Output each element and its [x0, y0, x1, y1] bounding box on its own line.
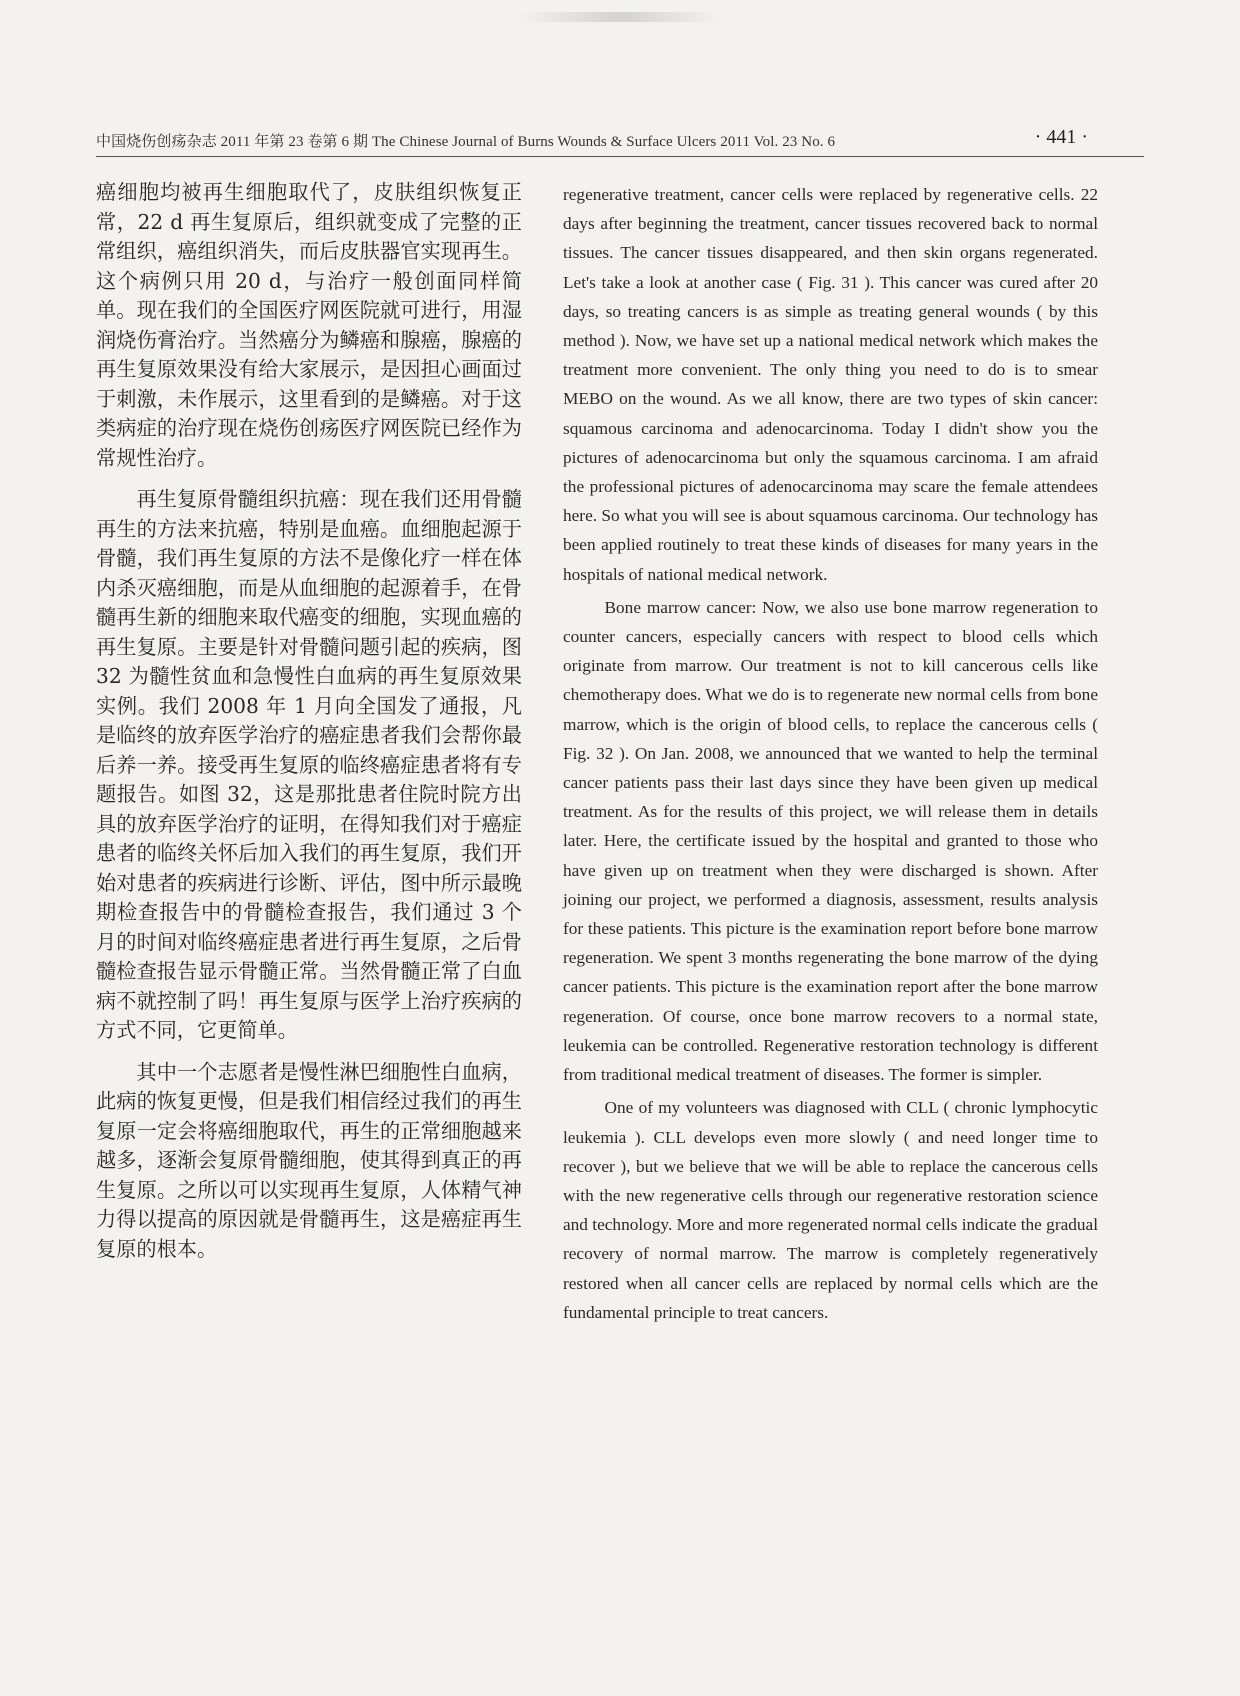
chinese-paragraph-3: 其中一个志愿者是慢性淋巴细胞性白血病，此病的恢复更慢，但是我们相信经过我们的再生复原一定会将癌细胞取代，再生的正常细胞越来越多，逐渐会复原骨髓细胞，使其得到真正的再生复原。之所以可以实现再生复原，人体精气神力得以提高的原因就是骨髓再生，这是癌症再生复原的根本。: [96, 1059, 522, 1261]
english-paragraph-1: regenerative treatment, cancer cells were replaced by regenerative cells. 22 days after beginning the treatment, cancer tissues recovered back to normal tissues. The cancer tissues disappeared, and then skin organs regenerated. Let's take a look at another case ( Fig. 31 ). This cancer was cured after 20 days, so treating cancers is as simple as treating general wounds ( by this method ). Now, we have set up a national medical network which makes the treatment more convenient. The only thing you need to do is to smear MEBO on the wound. As we all know, there are two types of skin cancer: squamous carcinoma and adenocarcinoma. Today I didn't show you the pictures of adenocarcinoma but only the squamous carcinoma. I am afraid the professional pictures of adenocarcinoma may scare the female attendees here. So what you will see is about squamous carcinoma. Our technology has been applied routinely to treat these kinds of diseases for many years in the hospitals of national medical network.: [563, 185, 1098, 584]
scan-artifact: [520, 12, 720, 22]
page-header: [96, 126, 1144, 157]
chinese-paragraph-1: 癌细胞均被再生细胞取代了，皮肤组织恢复正常，22 d 再生复原后，组织就变成了完整的正常组织，癌组织消失，而后皮肤器官实现再生。这个病例只用 20 d，与治疗一般创面同样简单。现在我们的全国医疗网医院就可进行，用湿润烧伤膏治疗。当然癌分为鳞癌和腺癌，腺癌的再生复原效果没有给大家展示，是因担心画面过于刺激，未作展示，这里看到的是鳞癌。对于这类病症的治疗现在烧伤创疡医疗网医院已经作为常规性治疗。: [96, 180, 522, 470]
english-paragraph-3: One of my volunteers was diagnosed with CLL ( chronic lymphocytic leukemia ). CLL develops even more slowly ( and need longer time to recover ), but we believe that we will be able to replace the cancerous cells with the new regenerative cells through our regenerative restoration science and technology. More and more regenerated normal cells indicate the gradual recovery of normal marrow. The marrow is completely regeneratively restored when all cancer cells are replaced by normal cells which are the fundamental principle to treat cancers.: [563, 1098, 1098, 1322]
page-number: · 441 ·: [1034, 126, 1088, 148]
chinese-text-column: [96, 178, 522, 1264]
chinese-paragraph-2: 再生复原骨髓组织抗癌：现在我们还用骨髓再生的方法来抗癌，特别是血癌。血细胞起源于骨髓，我们再生复原的方法不是像化疗一样在体内杀灭癌细胞，而是从血细胞的起源着手，在骨髓再生新的细胞来取代癌变的细胞，实现血癌的再生复原。主要是针对骨髓问题引起的疾病，图 32 为髓性贫血和急慢性白血病的再生复原效果实例。我们 2008 年 1 月向全国发了通报，凡是临终的放弃医学治疗的癌症患者我们会帮你最后养一养。接受再生复原的临终癌症患者将有专题报告。如图 32，这是那批患者住院时院方出具的放弃医学治疗的证明，在得知我们对于癌症患者的临终关怀后加入我们的再生复原，我们开始对患者的疾病进行诊断、评估，图中所示最晚期检查报告中的骨髓检查报告，我们通过 3 个月的时间对临终癌症患者进行再生复原，之后骨髓检查报告显示骨髓正常。当然骨髓正常了白血病不就控制了吗！再生复原与医学上治疗疾病的方式不同，它更简单。: [96, 487, 522, 1042]
english-paragraph-2: Bone marrow cancer: Now, we also use bone marrow regeneration to counter cancers, especially cancers with respect to blood cells which originate from marrow. Our treatment is not to kill cancerous cells like chemotherapy does. What we do is to regenerate new normal cells from bone marrow, which is the origin of blood cells, to replace the cancerous cells ( Fig. 32 ). On Jan. 2008, we announced that we wanted to help the terminal cancer patients pass their last days since they have been given up medical treatment. As for the results of this project, we will release them in details later. Here, the certificate issued by the hospital and granted to those who have given up on treatment when they were discharged is shown. After joining our project, we performed a diagnosis, assessment, results analysis for these patients. This picture is the examination report before bone marrow regeneration. We spent 3 months regenerating the bone marrow of the dying cancer patients. This picture is the examination report after the bone marrow regeneration. Of course, once bone marrow recovers to a normal state, leukemia can be controlled. Regenerative restoration technology is different from traditional medical treatment of diseases. The former is simpler.: [563, 597, 1098, 1085]
running-head: 中国烧伤创疡杂志 2011 年第 23 卷第 6 期 The Chinese Journal of Burns Wounds & Surface Ulcers 2011 Vol. 23 No. 6: [96, 134, 836, 150]
english-text-column: [563, 180, 1098, 1327]
